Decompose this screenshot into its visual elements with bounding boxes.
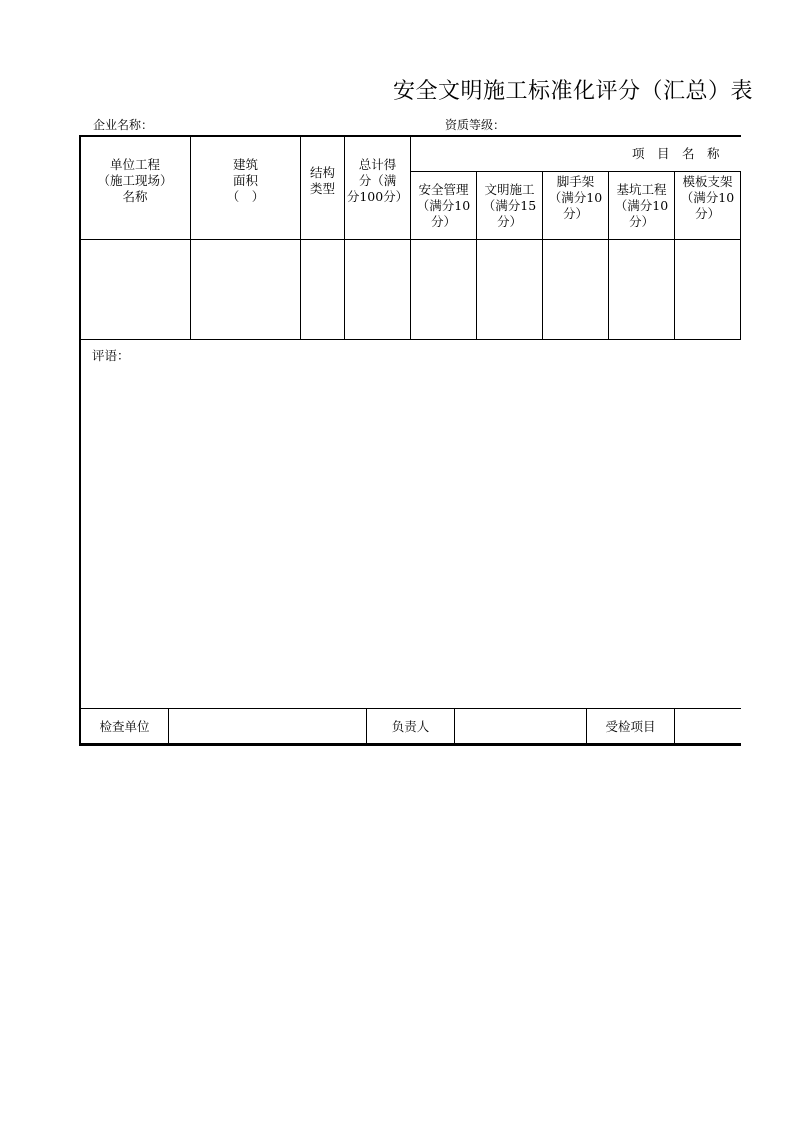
header-item-formwork-support — [675, 174, 740, 222]
header-item-civilized-construction — [477, 182, 542, 230]
row-score-formwork-support[interactable] — [675, 240, 740, 339]
header-item-scaffold — [543, 174, 608, 222]
header-item-foundation-pit — [609, 182, 674, 230]
header-item-group: 项 目 名 称 — [632, 146, 720, 161]
header-line: （满分10 — [548, 190, 603, 205]
header-line: 分） — [430, 214, 456, 229]
company-name-label: 企业名称： — [93, 118, 154, 132]
inspect-unit-field[interactable] — [169, 709, 366, 743]
header-line: （满分10 — [614, 198, 669, 213]
header-line: （满分10 — [416, 198, 471, 213]
header-line: （施工现场） — [97, 173, 173, 188]
header-line: 基坑工程 — [616, 182, 667, 197]
header-line: 类型 — [309, 181, 335, 196]
header-total-score — [345, 157, 410, 205]
row-structure-type[interactable] — [301, 240, 344, 339]
table-right-border — [740, 171, 741, 340]
header-structure-type — [301, 165, 344, 197]
row-bottom-line — [80, 339, 741, 340]
row-score-civilized-construction[interactable] — [477, 240, 542, 339]
row-score-safety-management[interactable] — [411, 240, 476, 339]
qualification-label: 资质等级： — [445, 118, 506, 132]
row-score-scaffold[interactable] — [543, 240, 608, 339]
comments-area[interactable] — [81, 362, 741, 707]
header-line: 分） — [562, 206, 588, 221]
header-line: 分） — [694, 206, 720, 221]
page-title: 安全文明施工标准化评分（汇总）表 — [393, 79, 754, 104]
header-unit-name — [80, 157, 190, 205]
row-unit-name[interactable] — [81, 240, 190, 339]
header-building-area — [191, 157, 300, 205]
header-line: （满分15 — [482, 198, 537, 213]
header-line: 分） — [628, 214, 654, 229]
inspected-project-label: 受检项目 — [605, 719, 656, 734]
header-line: 结构 — [309, 165, 335, 180]
header-line: 分（满 — [358, 173, 397, 188]
header-line: 建筑 — [232, 157, 258, 172]
table-bottom-border — [79, 743, 741, 746]
header-item-safety-management — [411, 182, 476, 230]
header-line: （满分10 — [680, 190, 735, 205]
header-line: 总计得 — [358, 157, 397, 172]
group-divider — [410, 171, 741, 172]
header-line: （ ） — [226, 189, 265, 204]
header-line: 单位工程 — [109, 157, 160, 172]
header-line: 分） — [496, 214, 522, 229]
comments-label: 评语： — [92, 348, 130, 363]
person-in-charge-field[interactable] — [455, 709, 586, 743]
inspected-project-field[interactable] — [675, 709, 741, 743]
row-score-foundation-pit[interactable] — [609, 240, 674, 339]
header-line: 面积 — [232, 173, 258, 188]
inspect-unit-label: 检查单位 — [99, 719, 150, 734]
header-line: 分100分） — [346, 189, 409, 204]
row-total-score[interactable] — [345, 240, 410, 339]
header-line: 模板支架 — [682, 174, 733, 189]
header-line: 安全管理 — [418, 182, 469, 197]
header-line: 脚手架 — [556, 174, 595, 189]
header-line: 文明施工 — [484, 182, 535, 197]
person-in-charge-label: 负责人 — [391, 719, 430, 734]
header-line: 名称 — [122, 189, 148, 204]
row-building-area[interactable] — [191, 240, 300, 339]
